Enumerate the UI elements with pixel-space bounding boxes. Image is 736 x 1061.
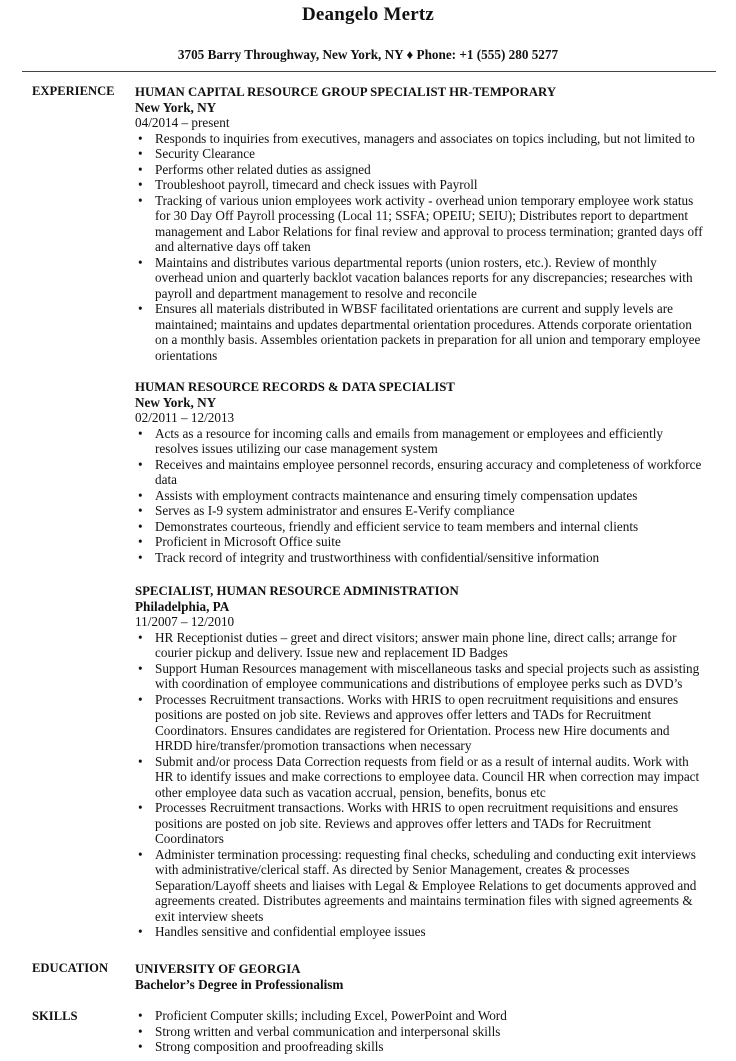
list-item: • Ensures all materials distributed in WBSF facilitated orientations are current and supply levels are maintained; maintains and updates departmental orientation procedures. Attends corporate orientation on a monthly basis. Assembles orientation packets in preparation for all union and temporary employee orientations [135, 301, 705, 363]
list-item: • Support Human Resources management with miscellaneous tasks and special projects such as assisting with coordination of employee communications and distributions of employee perks such as DVD’s [135, 661, 705, 692]
list-item: • Administer termination processing: requesting final checks, scheduling and conducting exit interviews with administrative/clerical staff. As directed by Senior Management, creates & processes Separation/Layoff sheets and liaises with Legal & Employee Relations to get documents approved and agreements created. Distributes agreements and maintains termination files with signed agreements & exit interview sheets [135, 847, 705, 925]
list-item: • Processes Recruitment transactions. Works with HRIS to open recruitment requisitions and ensures positions are posted on job site. Reviews and approves offer letters and TADs for Recruitment Coordinators. Ensures candidates are registered for Orientation. Process new Hire documents and HRDD hire/transfer/promotion transactions when necessary [135, 692, 705, 754]
list-item: • HR Receptionist duties – greet and direct visitors; answer main phone line, direct calls; arrange for courier pickup and delivery. Issue new and replacement ID Badges [135, 630, 705, 661]
candidate-name: Deangelo Mertz [301, 4, 435, 25]
job-title: HUMAN RESOURCE RECORDS & DATA SPECIALIST [135, 380, 455, 394]
list-item: • Responds to inquiries from executives, managers and associates on topics including, but not limited to [135, 131, 705, 147]
job-entry [135, 85, 705, 363]
list-item: • Strong composition and proofreading skills [135, 1039, 705, 1055]
list-item: • Handles sensitive and confidential employee issues [135, 924, 705, 940]
list-item: • Strong written and verbal communication and interpersonal skills [135, 1024, 705, 1040]
list-item: • Maintains and distributes various departmental reports (union rosters, etc.). Review of monthly overhead union and quarterly backlot vacation balances reports for any discrepancies; researches with payroll and department management to resolve and reconcile [135, 255, 705, 302]
list-item: • Receives and maintains employee personnel records, ensuring accuracy and completeness of workforce data [135, 457, 705, 488]
job-location: New York, NY [135, 100, 217, 115]
list-item: • Acts as a resource for incoming calls and emails from management or employees and efficiently resolves issues utilizing our case management system [135, 426, 705, 457]
list-item: • Proficient Computer skills; including Excel, PowerPoint and Word [135, 1008, 705, 1024]
skills-label: SKILLS [32, 1009, 78, 1023]
job-duties-list [135, 426, 705, 566]
job-title: SPECIALIST, HUMAN RESOURCE ADMINISTRATION [135, 584, 459, 598]
school-name: UNIVERSITY OF GEORGIA [135, 962, 301, 976]
list-item: • Proficient in Microsoft Office suite [135, 534, 705, 550]
experience-label: EXPERIENCE [32, 84, 115, 98]
list-item: • Serves as I-9 system administrator and ensures E-Verify compliance [135, 503, 705, 519]
list-item: • Tracking of various union employees work activity - overhead union temporary employee work status for 30 Day Off Payroll processing (Local 11; SSFA; OPEIU; SEIU); Distributes report to department management and Labor Relations for final review and approval to process termination; granted days off and alternative days off taken [135, 193, 705, 255]
job-duties-list [135, 630, 705, 940]
list-item: • Demonstrates courteous, friendly and efficient service to team members and internal clients [135, 519, 705, 535]
education-section [135, 962, 705, 992]
job-dates: 11/2007 – 12/2010 [135, 614, 235, 629]
list-item: • Track record of integrity and trustworthiness with confidential/sensitive information [135, 550, 705, 566]
education-label: EDUCATION [32, 961, 109, 975]
job-duties-list [135, 131, 705, 364]
list-item: • Submit and/or process Data Correction requests from field or as a result of internal audits. Work with HR to identify issues and make corrections to employee data. Council HR when correction may impact other employee data such as vacation accrual, pension, benefits, bonus etc [135, 754, 705, 801]
skills-section [135, 1008, 705, 1055]
experience-section-2 [135, 380, 705, 565]
list-item: • Security Clearance [135, 146, 705, 162]
job-location: New York, NY [135, 395, 217, 410]
job-entry [135, 584, 705, 940]
skills-list [135, 1008, 705, 1055]
job-entry [135, 380, 705, 565]
list-item: • Troubleshoot payroll, timecard and check issues with Payroll [135, 177, 705, 193]
contact-line: 3705 Barry Throughway, New York, NY ♦ Phone: +1 (555) 280 5277 [177, 47, 559, 62]
list-item: • Performs other related duties as assigned [135, 162, 705, 178]
experience-section-3 [135, 584, 705, 940]
job-title: HUMAN CAPITAL RESOURCE GROUP SPECIALIST HR-TEMPORARY [135, 85, 557, 99]
degree: Bachelor’s Degree in Professionalism [135, 977, 344, 992]
job-dates: 04/2014 – present [135, 115, 230, 130]
experience-section [135, 85, 705, 363]
job-dates: 02/2011 – 12/2013 [135, 410, 235, 425]
list-item: • Processes Recruitment transactions. Works with HRIS to open recruitment requisitions and ensures positions are posted on job site. Reviews and approves offer letters and TADs for Recruitment Coordinators [135, 800, 705, 847]
header-divider [22, 71, 716, 72]
job-location: Philadelphia, PA [135, 599, 230, 614]
list-item: • Assists with employment contracts maintenance and ensuring timely compensation updates [135, 488, 705, 504]
